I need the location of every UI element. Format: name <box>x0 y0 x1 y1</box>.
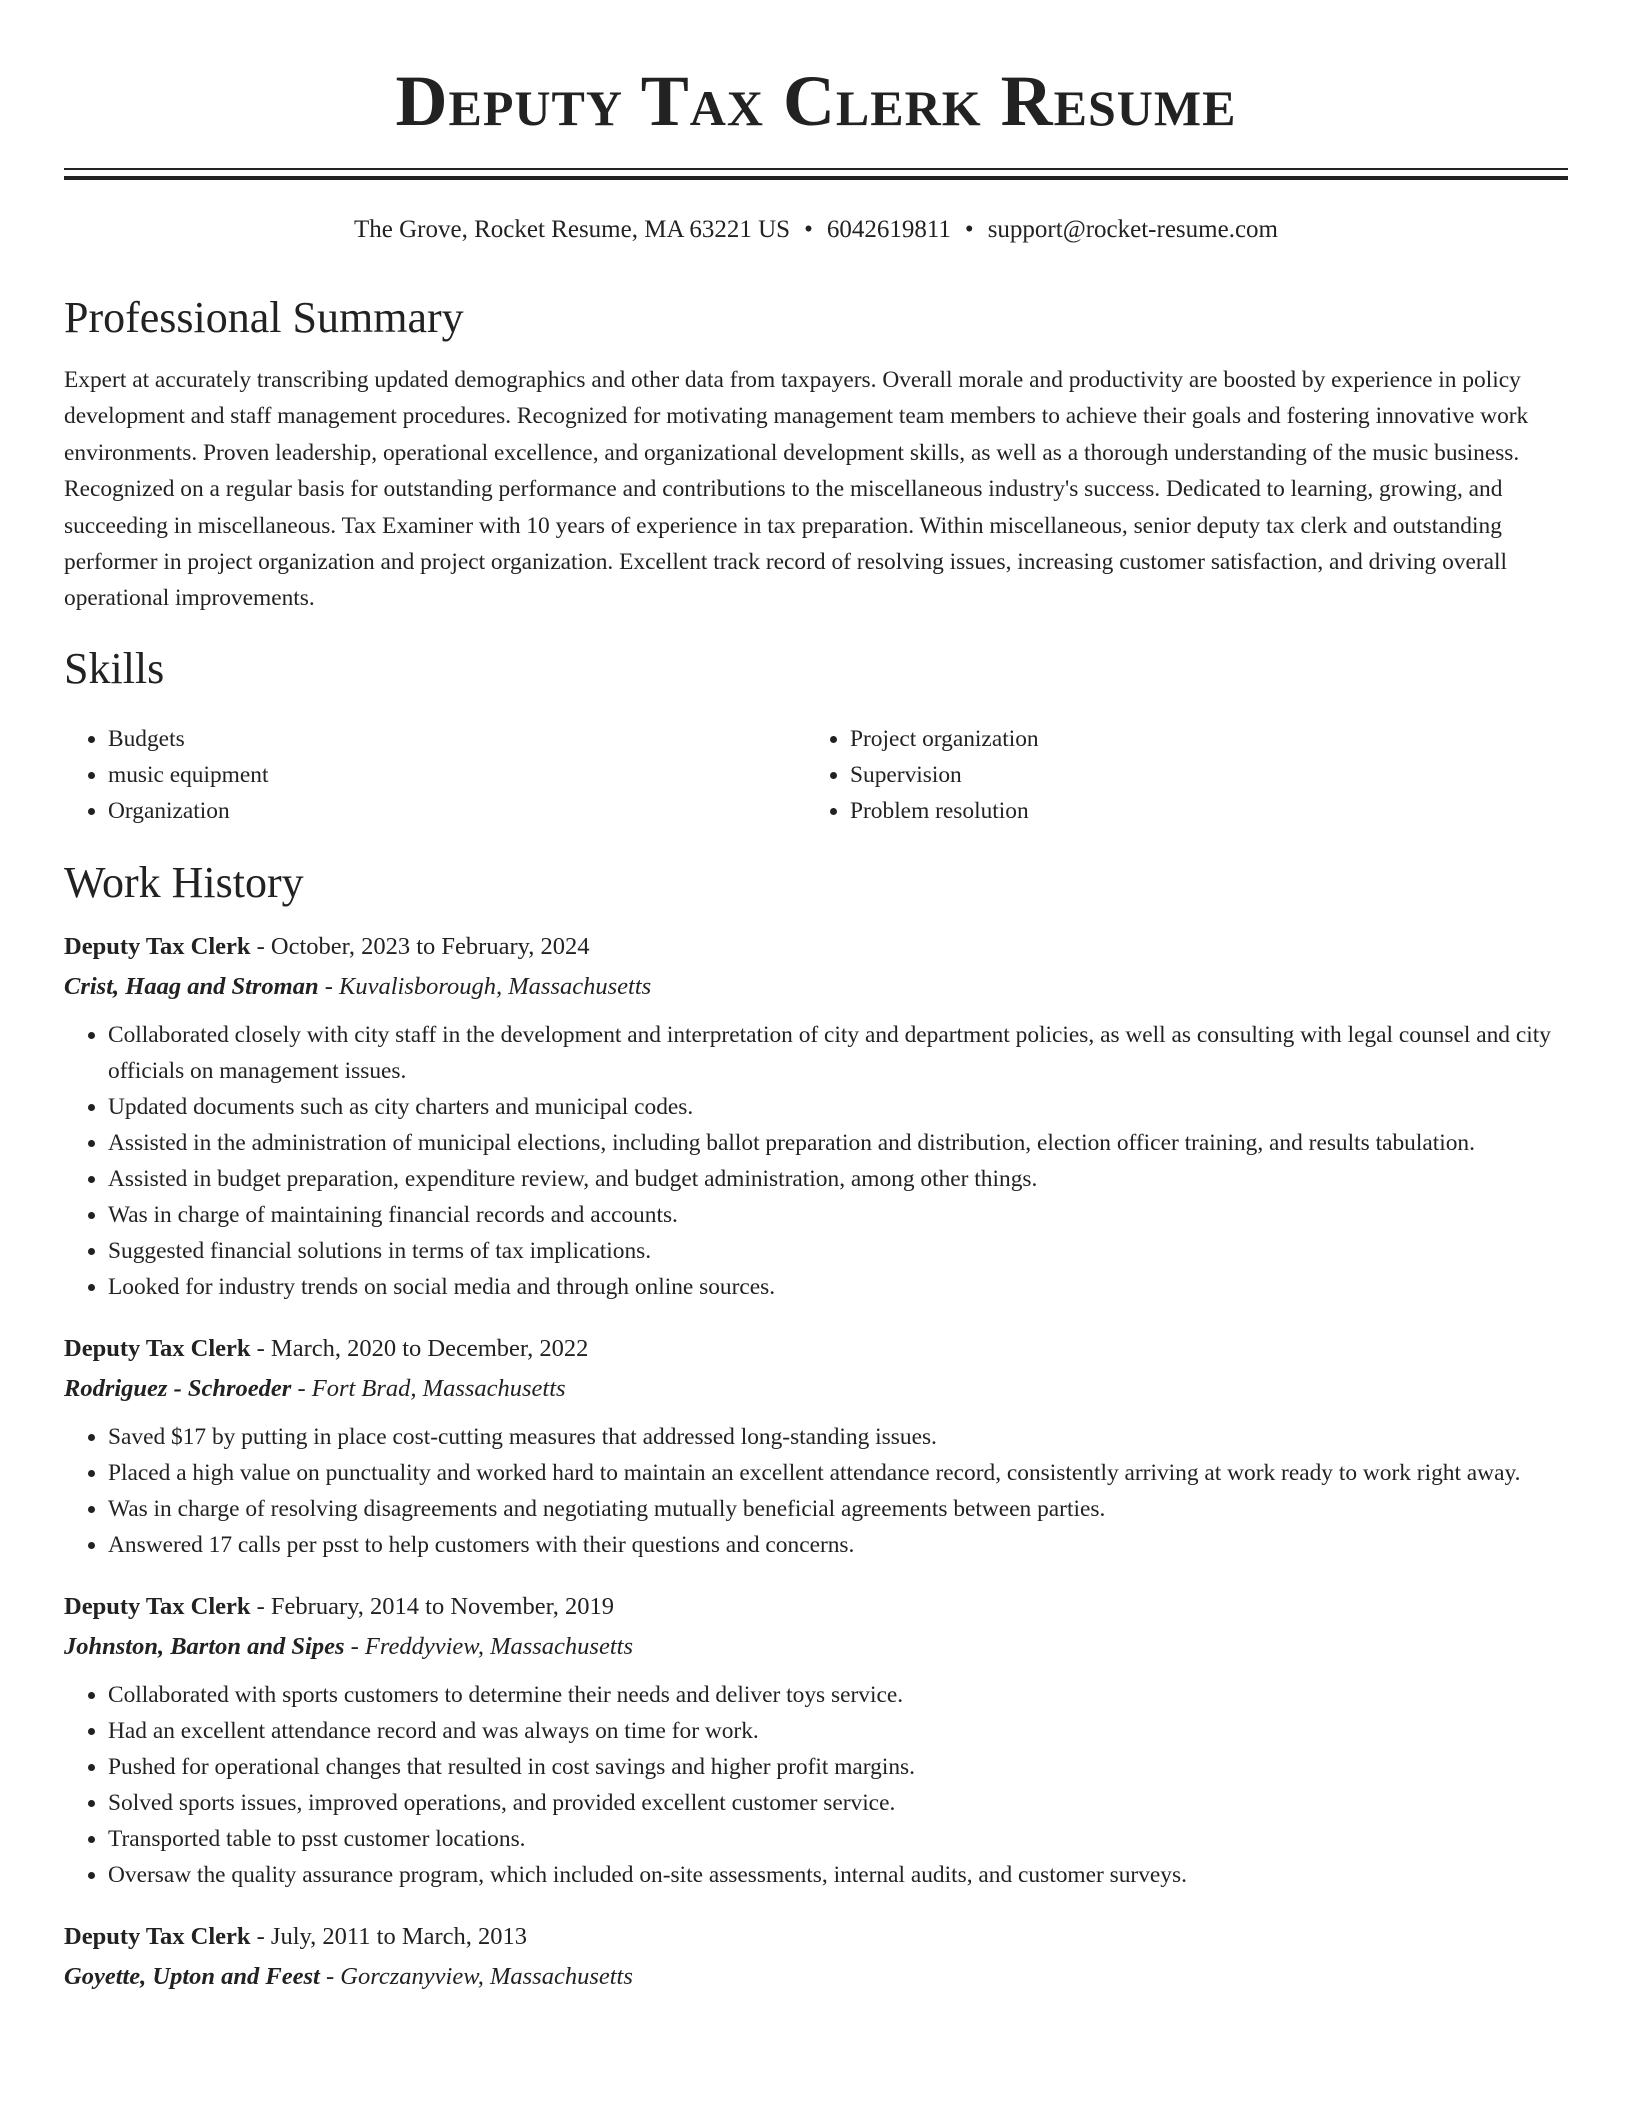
job-role: Deputy Tax Clerk <box>64 1922 251 1950</box>
skills-list <box>64 721 1568 829</box>
job-title-line <box>64 1329 1568 1369</box>
skills-column-left <box>64 721 806 829</box>
job-dates: - July, 2011 to March, 2013 <box>250 1922 528 1950</box>
job-title-line <box>64 1917 1568 1957</box>
job-bullet: • Updated documents such as city charters and municipal codes. <box>108 1089 1568 1125</box>
job-bullet: • Placed a high value on punctuality and worked hard to maintain an excellent attendance record, consistently arriving at work ready to work right away. <box>108 1455 1568 1491</box>
job-company-line <box>64 1957 1568 1997</box>
skill-item: • Problem resolution <box>850 793 1548 829</box>
job-entry <box>64 1329 1568 1563</box>
skills-column-right <box>806 721 1548 829</box>
job-bullet: • Solved sports issues, improved operations, and provided excellent customer service. <box>108 1785 1568 1821</box>
job-bullet: • Transported table to psst customer locations. <box>108 1821 1568 1857</box>
job-bullets <box>64 1419 1568 1563</box>
job-role: Deputy Tax Clerk <box>64 1592 251 1620</box>
contact-separator: • <box>964 216 974 243</box>
job-company: Crist, Haag and Stroman <box>64 972 319 1000</box>
job-role: Deputy Tax Clerk <box>64 932 251 960</box>
work-history-heading: Work History <box>64 857 304 907</box>
job-location: - Kuvalisborough, Massachusetts <box>318 972 652 1000</box>
skill-item: • Project organization <box>850 721 1548 757</box>
job-bullet: • Collaborated with sports customers to determine their needs and deliver toys service. <box>108 1677 1568 1713</box>
job-bullet: • Assisted in budget preparation, expenditure review, and budget administration, among other things. <box>108 1161 1568 1197</box>
job-company-line <box>64 1627 1568 1667</box>
skill-item: • Organization <box>108 793 806 829</box>
job-entry <box>64 1587 1568 1893</box>
title-divider-thin <box>64 168 1568 170</box>
job-title-line <box>64 927 1568 967</box>
job-bullet: • Answered 17 calls per psst to help customers with their questions and concerns. <box>108 1527 1568 1563</box>
job-bullet: • Suggested financial solutions in terms of tax implications. <box>108 1233 1568 1269</box>
job-bullet: • Assisted in the administration of municipal elections, including ballot preparation and distribution, election officer training, and results tabulation. <box>108 1125 1568 1161</box>
skill-item: • music equipment <box>108 757 806 793</box>
job-bullets <box>64 1017 1568 1305</box>
job-dates: - October, 2023 to February, 2024 <box>250 932 590 960</box>
skill-item: • Supervision <box>850 757 1548 793</box>
title-divider-thick <box>64 176 1568 180</box>
job-location: - Fort Brad, Massachusetts <box>291 1374 566 1402</box>
job-bullet: • Pushed for operational changes that resulted in cost savings and higher profit margins. <box>108 1749 1568 1785</box>
job-company-line <box>64 967 1568 1007</box>
job-dates: - March, 2020 to December, 2022 <box>250 1334 589 1362</box>
job-bullet: • Was in charge of resolving disagreements and negotiating mutually beneficial agreements between parties. <box>108 1491 1568 1527</box>
job-location: - Gorczanyview, Massachusetts <box>319 1962 633 1990</box>
summary-text: Expert at accurately transcribing updated demographics and other data from taxpayers. Overall morale and productivity are boosted by experience in policy development and staff management procedures. Recognized for motivating management team members to achieve their goals and fostering innovative work environments. Proven leadership, operational excellence, and organizational development skills, as well as a thorough understanding of the music business. Recognized on a regular basis for outstanding performance and contributions to the miscellaneous industry's success. Dedicated to learning, growing, and succeeding in miscellaneous. Tax Examiner with 10 years of experience in tax preparation. Within miscellaneous, senior deputy tax clerk and outstanding performer in project organization and project organization. Excellent track record of resolving issues, increasing customer satisfaction, and driving overall operational improvements. <box>64 367 1529 612</box>
job-bullet: • Saved $17 by putting in place cost-cutting measures that addressed long-standing issues. <box>108 1419 1568 1455</box>
job-bullet: • Collaborated closely with city staff in the development and interpretation of city and department policies, as well as consulting with legal counsel and city officials on management issues. <box>108 1017 1568 1089</box>
job-bullet: • Was in charge of maintaining financial records and accounts. <box>108 1197 1568 1233</box>
job-entry <box>64 927 1568 1305</box>
contact-email: support@rocket-resume.com <box>987 216 1278 243</box>
contact-phone: 6042619811 <box>826 216 951 243</box>
job-company: Rodriguez - Schroeder <box>64 1374 292 1402</box>
job-company: Johnston, Barton and Sipes <box>64 1632 345 1660</box>
job-title-line <box>64 1587 1568 1627</box>
job-bullets <box>64 1677 1568 1893</box>
job-company-line <box>64 1369 1568 1409</box>
contact-address: The Grove, Rocket Resume, MA 63221 US <box>354 216 791 243</box>
skills-heading: Skills <box>64 643 165 693</box>
job-entry <box>64 1917 1568 1997</box>
skill-item: • Budgets <box>108 721 806 757</box>
contact-separator: • <box>804 216 813 243</box>
contact-line <box>64 214 1568 246</box>
job-bullet: • Oversaw the quality assurance program, which included on-site assessments, internal audits, and customer surveys. <box>108 1857 1568 1893</box>
job-company: Goyette, Upton and Feest <box>64 1962 320 1990</box>
job-bullet: • Had an excellent attendance record and was always on time for work. <box>108 1713 1568 1749</box>
page-title: Deputy Tax Clerk Resume <box>395 61 1237 141</box>
job-location: - Freddyview, Massachusetts <box>344 1632 633 1660</box>
job-bullet: • Looked for industry trends on social media and through online sources. <box>108 1269 1568 1305</box>
job-role: Deputy Tax Clerk <box>64 1334 251 1362</box>
summary-heading: Professional Summary <box>64 293 464 342</box>
job-dates: - February, 2014 to November, 2019 <box>250 1592 615 1620</box>
